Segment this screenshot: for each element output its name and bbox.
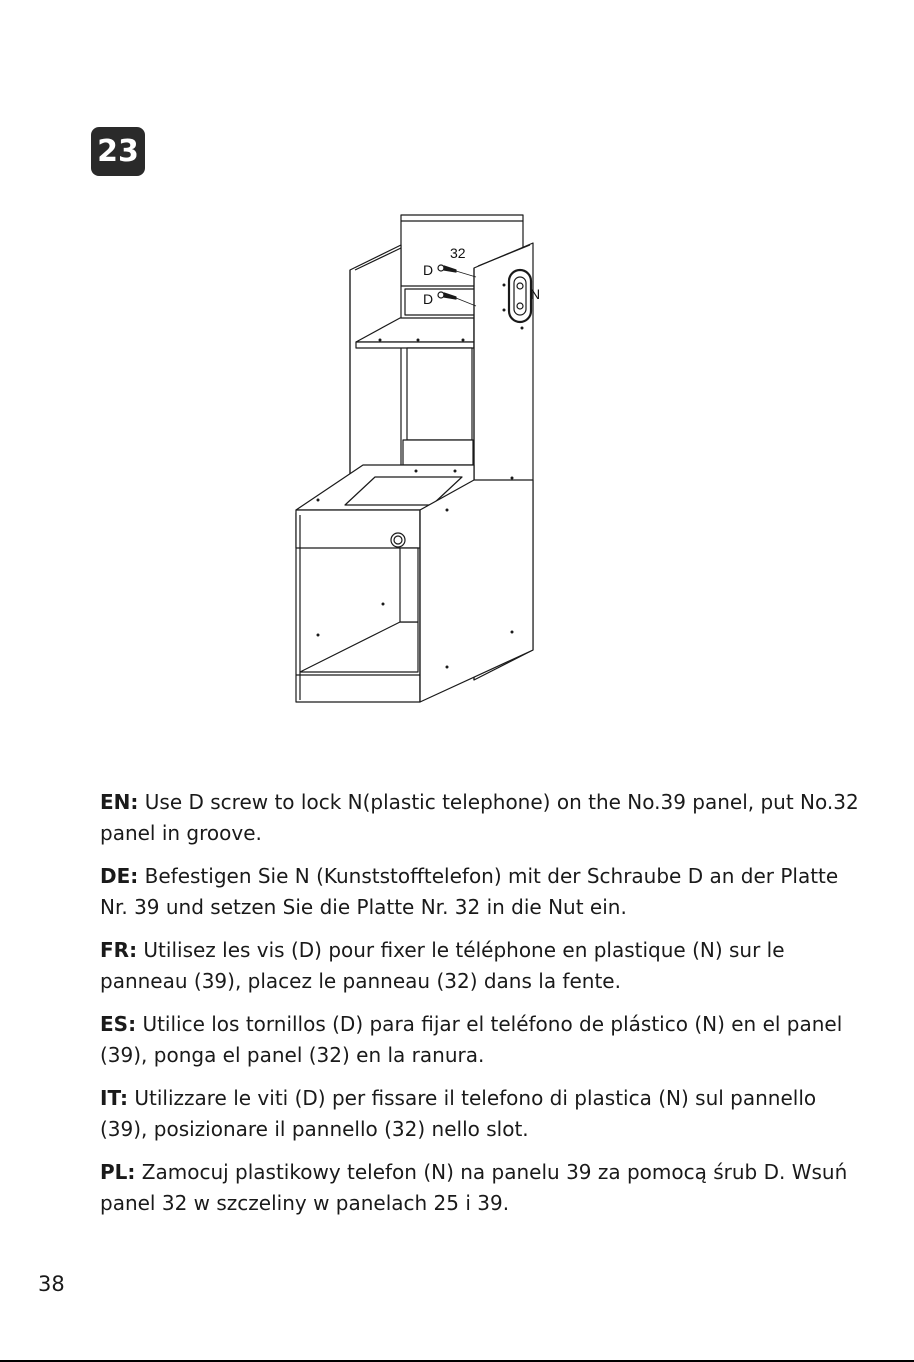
instruction-text: Befestigen Sie N (Kunststofftelefon) mit der Schraube D an der Platte Nr. 39 und setzen Sie die Platte Nr. 32 in die Nut ein. (100, 864, 839, 919)
instruction-text: Utilice los tornillos (D) para fijar el teléfono de plástico (N) en el panel (39), ponga el panel (32) en la ranura. (100, 1012, 843, 1067)
lang-code: DE: (100, 864, 139, 888)
step-number-badge: 23 (91, 127, 145, 176)
left-side-panel (350, 245, 401, 500)
label-d-2: D (423, 291, 434, 307)
instruction-it (100, 1083, 860, 1145)
lang-code: PL: (100, 1160, 136, 1184)
assembly-diagram (280, 205, 560, 715)
instructions-block (100, 787, 860, 1231)
instruction-text: Use D screw to lock N(plastic telephone) on the No.39 panel, put No.32 panel in groove. (100, 790, 859, 845)
lang-code: EN: (100, 790, 139, 814)
inner-back-panel (407, 348, 472, 440)
instruction-text: Zamocuj plastikowy telefon (N) na panelu 39 za pomocą śrub D. Wsuń panel 32 w szczeliny w panelach 25 i 39. (100, 1160, 848, 1215)
instruction-text: Utilisez les vis (D) pour fixer le téléphone en plastique (N) sur le panneau (39), placez le panneau (32) dans la fente. (100, 938, 785, 993)
label-n: N (530, 286, 541, 302)
label-d-1: D (423, 262, 434, 278)
lang-code: FR: (100, 938, 138, 962)
instruction-text: Utilizzare le viti (D) per fissare il telefono di plastica (N) sul pannello (39), posizionare il pannello (32) nello slot. (100, 1086, 817, 1141)
instruction-pl (100, 1157, 860, 1219)
lang-code: ES: (100, 1012, 137, 1036)
instruction-fr (100, 935, 860, 997)
cabinet-knob-icon (391, 533, 405, 547)
label-32: 32 (450, 245, 466, 261)
instruction-en (100, 787, 860, 849)
page-number: 38 (38, 1272, 65, 1296)
instruction-de (100, 861, 860, 923)
instruction-es (100, 1009, 860, 1071)
lang-code: IT: (100, 1086, 128, 1110)
plastic-telephone-part-n (509, 270, 531, 322)
